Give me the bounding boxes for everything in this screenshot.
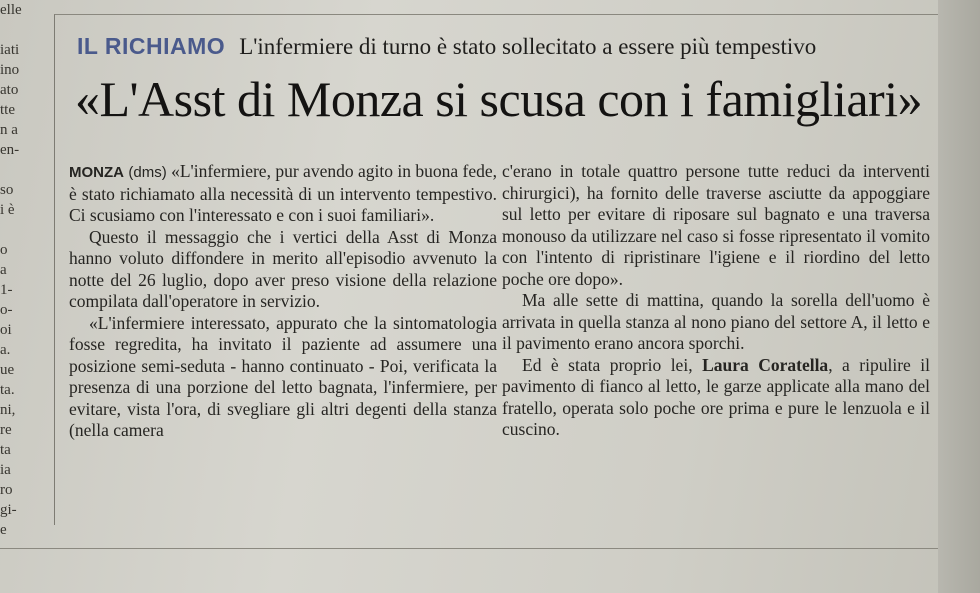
page-edge bbox=[938, 0, 980, 593]
text-fragment: ni, bbox=[0, 402, 16, 418]
text-fragment: o bbox=[0, 242, 8, 258]
article-column-2 bbox=[502, 161, 930, 441]
text-fragment: ta bbox=[0, 442, 11, 458]
text-fragment: ue bbox=[0, 362, 15, 378]
paragraph-text: «L'infermiere, pur avendo agito in buona fede, è stato richiamato alla necessità di un intervento tempestivo. Ci scusiamo con l'interessato e con i suoi familiari». bbox=[69, 161, 498, 225]
subheadline: L'infermiere di turno è stato sollecitato a essere più tempestivo bbox=[239, 34, 817, 59]
text-fragment: re bbox=[0, 422, 12, 438]
text-fragment: ino bbox=[0, 62, 20, 78]
paragraph bbox=[502, 355, 930, 441]
text-fragment bbox=[0, 20, 44, 40]
text-fragment: en- bbox=[0, 142, 20, 158]
text-fragment: o- bbox=[0, 302, 13, 318]
text-fragment: iati bbox=[0, 42, 20, 58]
paragraph: c'erano in totale quattro persone tutte reduci da interventi chirurgici), ha fornito delle traverse asciutte da appoggiare sul letto per evitare di riposare sul bagnato e una traversa monouso da utilizzare nel caso si fosse ripresentato il vomito con l'intento di ripristinare l'igiene e il riordino del letto poche ore dopo». bbox=[502, 161, 930, 289]
text-fragment bbox=[0, 160, 44, 180]
page-rule bbox=[0, 548, 980, 549]
text-fragment: 1- bbox=[0, 282, 13, 298]
text-fragment: gi- bbox=[0, 502, 17, 518]
headline: «L'Asst di Monza si scusa con i famigliari» bbox=[75, 71, 923, 127]
text-fragment: ta. bbox=[0, 382, 15, 398]
paragraph: Questo il messaggio che i vertici della Asst di Monza hanno voluto diffondere in merito all'episodio avvenuto la notte del 26 luglio, dopo aver preso visione della relazione compilata dall'operatore in servizio. bbox=[69, 226, 497, 311]
paragraph: Ma alle sette di mattina, quando la sorella dell'uomo è arrivata in quella stanza al nono piano del settore A, il letto e il pavimento erano ancora sporchi. bbox=[502, 290, 930, 353]
article-column-1 bbox=[69, 161, 497, 442]
kicker-row bbox=[77, 33, 816, 60]
kicker: IL RICHIAMO bbox=[77, 33, 226, 59]
text-fragment: elle bbox=[0, 2, 22, 18]
paragraph-text: , a ripulire il pavimento di fianco al letto, le garze applicate alla mano del fratello, operata solo poche ore prima e pure le lenzuola e il cuscino. bbox=[502, 354, 930, 439]
text-fragment bbox=[0, 220, 44, 240]
paragraph bbox=[69, 161, 497, 227]
text-fragment: oi bbox=[0, 322, 12, 338]
text-fragment: a. bbox=[0, 342, 11, 358]
text-fragment: n a bbox=[0, 122, 18, 138]
text-fragment: a bbox=[0, 262, 7, 278]
person-name: Laura Coratella bbox=[702, 354, 829, 375]
paragraph-text: Ed è stata proprio lei, bbox=[522, 354, 693, 375]
paragraph: «L'infermiere interessato, appurato che la sintomatologia fosse regredita, ha invitato il paziente ad assumere una posizione semi-seduta - hanno continuato - Poi, verificata la presenza di una porzione del letto bagnata, l'infermiere, per evitare, vista l'ora, di svegliare gli altri degenti della stanza (nella camera bbox=[69, 312, 497, 440]
text-fragment: ro bbox=[0, 482, 13, 498]
text-fragment: so bbox=[0, 182, 14, 198]
text-fragment: ia bbox=[0, 462, 11, 478]
article bbox=[54, 14, 939, 525]
text-fragment: tte bbox=[0, 102, 15, 118]
text-fragment: i è bbox=[0, 202, 15, 218]
adjacent-column-fragments bbox=[0, 0, 44, 560]
text-fragment: e bbox=[0, 522, 7, 538]
dateline: MONZA bbox=[69, 164, 124, 181]
byline: (dms) bbox=[128, 164, 167, 181]
text-fragment: ato bbox=[0, 82, 19, 98]
